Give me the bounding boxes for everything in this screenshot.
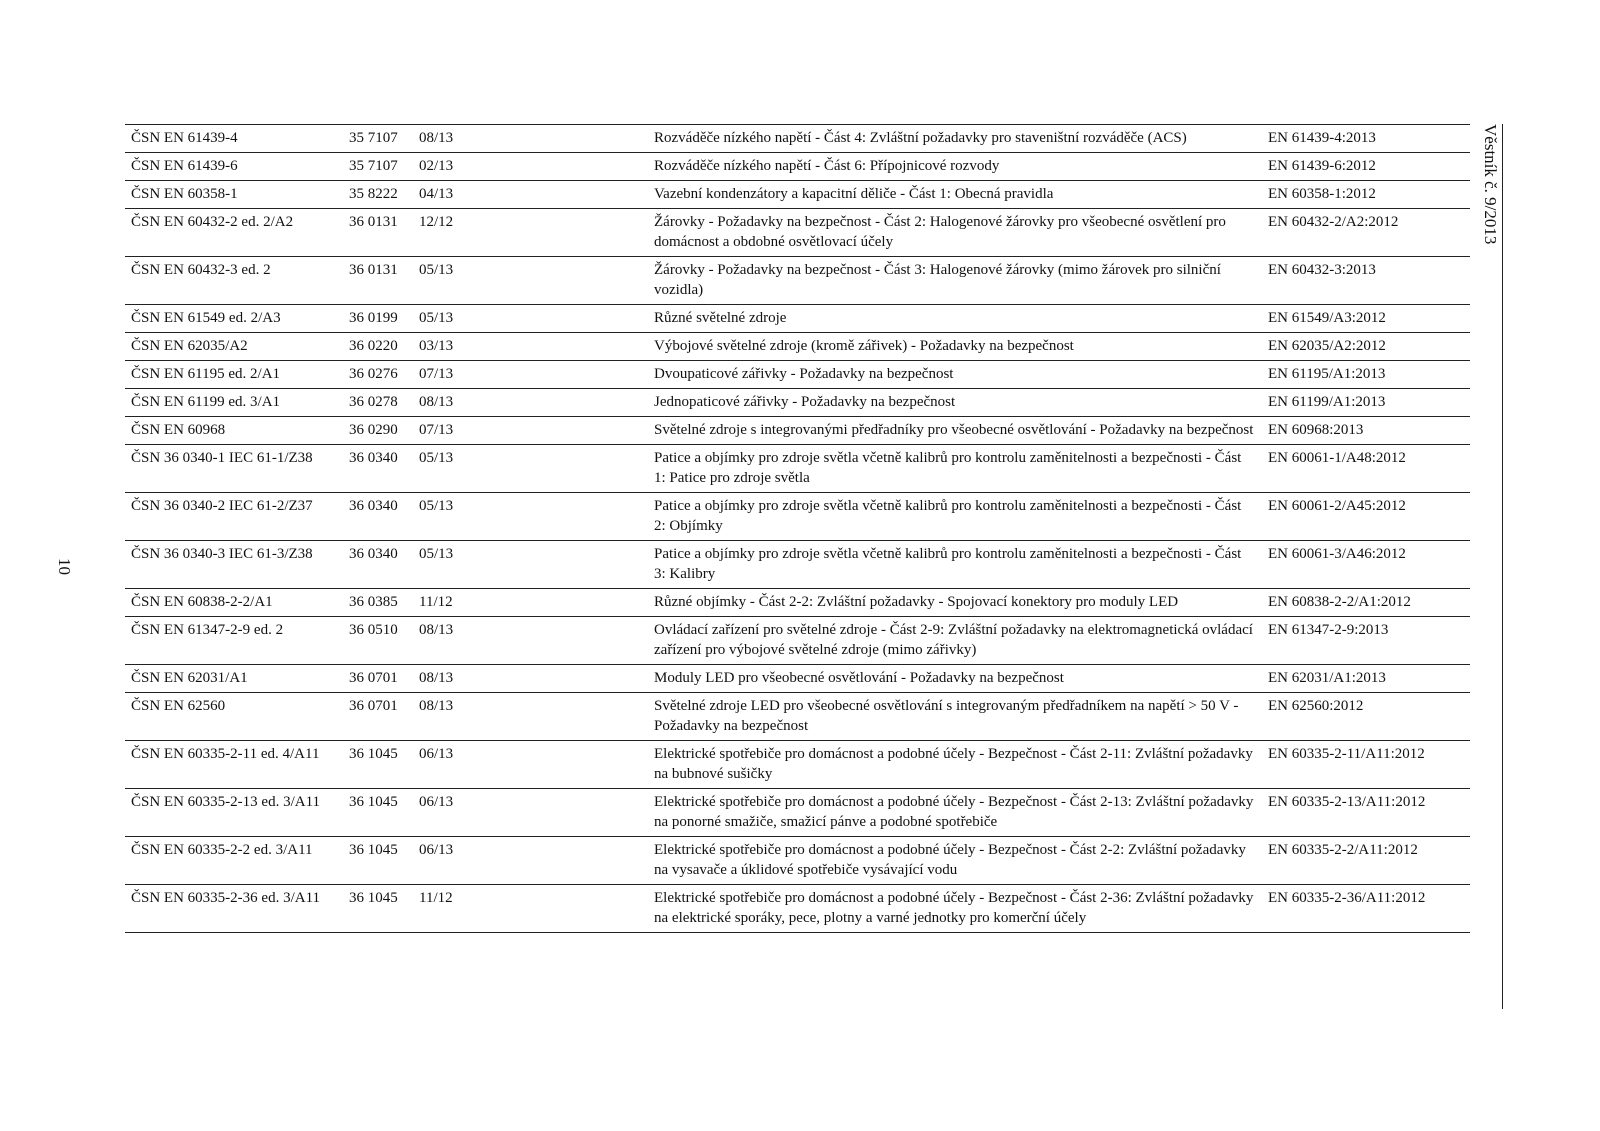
classification-code: 36 1045 xyxy=(343,837,413,885)
en-equivalent: EN 60061-1/A48:2012 xyxy=(1262,445,1470,493)
issue-date: 05/13 xyxy=(413,493,648,541)
classification-code: 36 0131 xyxy=(343,257,413,305)
en-equivalent: EN 60432-2/A2:2012 xyxy=(1262,209,1470,257)
table-row xyxy=(125,589,1470,617)
table-row xyxy=(125,305,1470,333)
csn-number: ČSN EN 60335-2-13 ed. 3/A11 xyxy=(125,789,343,837)
standard-title: Jednopaticové zářivky - Požadavky na bezpečnost xyxy=(648,389,1262,417)
en-equivalent: EN 60968:2013 xyxy=(1262,417,1470,445)
issue-date: 06/13 xyxy=(413,789,648,837)
issue-date: 08/13 xyxy=(413,693,648,741)
standard-title: Elektrické spotřebiče pro domácnost a podobné účely - Bezpečnost - Část 2-11: Zvláštní požadavky na bubnové sušičky xyxy=(648,741,1262,789)
standard-title: Rozváděče nízkého napětí - Část 6: Přípojnicové rozvody xyxy=(648,153,1262,181)
table-row xyxy=(125,209,1470,257)
standard-title: Patice a objímky pro zdroje světla včetně kalibrů pro kontrolu zaměnitelnosti a bezpečnosti - Část 1: Patice pro zdroje světla xyxy=(648,445,1262,493)
en-equivalent: EN 60335-2-2/A11:2012 xyxy=(1262,837,1470,885)
classification-code: 36 1045 xyxy=(343,885,413,933)
issue-date: 06/13 xyxy=(413,837,648,885)
bulletin-header: Věstník č. 9/2013 xyxy=(1481,124,1500,245)
csn-number: ČSN EN 61195 ed. 2/A1 xyxy=(125,361,343,389)
issue-date: 07/13 xyxy=(413,417,648,445)
classification-code: 36 0131 xyxy=(343,209,413,257)
classification-code: 36 0340 xyxy=(343,541,413,589)
table-row xyxy=(125,493,1470,541)
issue-date: 08/13 xyxy=(413,665,648,693)
table-row xyxy=(125,153,1470,181)
standard-title: Elektrické spotřebiče pro domácnost a podobné účely - Bezpečnost - Část 2-13: Zvláštní požadavky na ponorné smažiče, smažicí pánve a podobné spotřebiče xyxy=(648,789,1262,837)
csn-number: ČSN EN 60335-2-36 ed. 3/A11 xyxy=(125,885,343,933)
en-equivalent: EN 60335-2-13/A11:2012 xyxy=(1262,789,1470,837)
en-equivalent: EN 61549/A3:2012 xyxy=(1262,305,1470,333)
csn-number: ČSN 36 0340-3 IEC 61-3/Z38 xyxy=(125,541,343,589)
table-row xyxy=(125,445,1470,493)
issue-date: 11/12 xyxy=(413,589,648,617)
table-row xyxy=(125,885,1470,933)
csn-number: ČSN EN 61439-4 xyxy=(125,125,343,153)
issue-date: 05/13 xyxy=(413,541,648,589)
classification-code: 36 0340 xyxy=(343,445,413,493)
page-number: 10 xyxy=(55,558,74,575)
standard-title: Různé světelné zdroje xyxy=(648,305,1262,333)
table-row xyxy=(125,125,1470,153)
classification-code: 35 7107 xyxy=(343,153,413,181)
classification-code: 36 0701 xyxy=(343,693,413,741)
csn-number: ČSN EN 60335-2-2 ed. 3/A11 xyxy=(125,837,343,885)
table-row xyxy=(125,333,1470,361)
standard-title: Žárovky - Požadavky na bezpečnost - Část 3: Halogenové žárovky (mimo žárovek pro silniční vozidla) xyxy=(648,257,1262,305)
classification-code: 36 0220 xyxy=(343,333,413,361)
table-row xyxy=(125,257,1470,305)
en-equivalent: EN 60838-2-2/A1:2012 xyxy=(1262,589,1470,617)
table-row xyxy=(125,693,1470,741)
standard-title: Ovládací zařízení pro světelné zdroje - Část 2-9: Zvláštní požadavky na elektromagnetická ovládací zařízení pro výbojové světelné zdroje (mimo zářivky) xyxy=(648,617,1262,665)
csn-number: ČSN EN 61199 ed. 3/A1 xyxy=(125,389,343,417)
en-equivalent: EN 61195/A1:2013 xyxy=(1262,361,1470,389)
classification-code: 36 0340 xyxy=(343,493,413,541)
issue-date: 04/13 xyxy=(413,181,648,209)
csn-number: ČSN EN 60838-2-2/A1 xyxy=(125,589,343,617)
classification-code: 36 0199 xyxy=(343,305,413,333)
table-row xyxy=(125,389,1470,417)
csn-number: ČSN EN 60968 xyxy=(125,417,343,445)
issue-date: 02/13 xyxy=(413,153,648,181)
issue-date: 07/13 xyxy=(413,361,648,389)
table-row xyxy=(125,789,1470,837)
en-equivalent: EN 62035/A2:2012 xyxy=(1262,333,1470,361)
table-row xyxy=(125,181,1470,209)
standard-title: Dvoupaticové zářivky - Požadavky na bezpečnost xyxy=(648,361,1262,389)
csn-number: ČSN EN 60358-1 xyxy=(125,181,343,209)
en-equivalent: EN 60335-2-36/A11:2012 xyxy=(1262,885,1470,933)
standards-table-body xyxy=(125,125,1470,933)
standard-title: Moduly LED pro všeobecné osvětlování - Požadavky na bezpečnost xyxy=(648,665,1262,693)
classification-code: 36 0290 xyxy=(343,417,413,445)
classification-code: 35 7107 xyxy=(343,125,413,153)
csn-number: ČSN EN 61439-6 xyxy=(125,153,343,181)
csn-number: ČSN 36 0340-2 IEC 61-2/Z37 xyxy=(125,493,343,541)
table-row xyxy=(125,837,1470,885)
classification-code: 36 0510 xyxy=(343,617,413,665)
standard-title: Různé objímky - Část 2-2: Zvláštní požadavky - Spojovací konektory pro moduly LED xyxy=(648,589,1262,617)
classification-code: 36 1045 xyxy=(343,741,413,789)
csn-number: ČSN EN 62031/A1 xyxy=(125,665,343,693)
csn-number: ČSN EN 60335-2-11 ed. 4/A11 xyxy=(125,741,343,789)
classification-code: 36 0276 xyxy=(343,361,413,389)
en-equivalent: EN 60335-2-11/A11:2012 xyxy=(1262,741,1470,789)
issue-date: 08/13 xyxy=(413,125,648,153)
standard-title: Rozváděče nízkého napětí - Část 4: Zvláštní požadavky pro staveništní rozváděče (ACS) xyxy=(648,125,1262,153)
csn-number: ČSN 36 0340-1 IEC 61-1/Z38 xyxy=(125,445,343,493)
en-equivalent: EN 61347-2-9:2013 xyxy=(1262,617,1470,665)
table-row xyxy=(125,541,1470,589)
en-equivalent: EN 61439-6:2012 xyxy=(1262,153,1470,181)
issue-date: 06/13 xyxy=(413,741,648,789)
standard-title: Patice a objímky pro zdroje světla včetně kalibrů pro kontrolu zaměnitelnosti a bezpečnosti - Část 2: Objímky xyxy=(648,493,1262,541)
csn-number: ČSN EN 62560 xyxy=(125,693,343,741)
en-equivalent: EN 61439-4:2013 xyxy=(1262,125,1470,153)
en-equivalent: EN 60432-3:2013 xyxy=(1262,257,1470,305)
classification-code: 36 0701 xyxy=(343,665,413,693)
standard-title: Patice a objímky pro zdroje světla včetně kalibrů pro kontrolu zaměnitelnosti a bezpečnosti - Část 3: Kalibry xyxy=(648,541,1262,589)
csn-number: ČSN EN 62035/A2 xyxy=(125,333,343,361)
issue-date: 05/13 xyxy=(413,445,648,493)
en-equivalent: EN 60358-1:2012 xyxy=(1262,181,1470,209)
table-row xyxy=(125,741,1470,789)
issue-date: 05/13 xyxy=(413,257,648,305)
csn-number: ČSN EN 60432-3 ed. 2 xyxy=(125,257,343,305)
en-equivalent: EN 62560:2012 xyxy=(1262,693,1470,741)
issue-date: 08/13 xyxy=(413,389,648,417)
standard-title: Elektrické spotřebiče pro domácnost a podobné účely - Bezpečnost - Část 2-36: Zvláštní požadavky na elektrické sporáky, pece, plotny a varné jednotky pro komerční účely xyxy=(648,885,1262,933)
en-equivalent: EN 60061-3/A46:2012 xyxy=(1262,541,1470,589)
vertical-divider xyxy=(1502,124,1503,1009)
en-equivalent: EN 62031/A1:2013 xyxy=(1262,665,1470,693)
standard-title: Elektrické spotřebiče pro domácnost a podobné účely - Bezpečnost - Část 2-2: Zvláštní požadavky na vysavače a úklidové spotřebiče vysávající vodu xyxy=(648,837,1262,885)
issue-date: 05/13 xyxy=(413,305,648,333)
csn-number: ČSN EN 61549 ed. 2/A3 xyxy=(125,305,343,333)
classification-code: 35 8222 xyxy=(343,181,413,209)
table-row xyxy=(125,417,1470,445)
issue-date: 08/13 xyxy=(413,617,648,665)
standard-title: Žárovky - Požadavky na bezpečnost - Část 2: Halogenové žárovky pro všeobecné osvětlení pro domácnost a obdobné osvětlovací účely xyxy=(648,209,1262,257)
classification-code: 36 1045 xyxy=(343,789,413,837)
en-equivalent: EN 60061-2/A45:2012 xyxy=(1262,493,1470,541)
csn-number: ČSN EN 61347-2-9 ed. 2 xyxy=(125,617,343,665)
en-equivalent: EN 61199/A1:2013 xyxy=(1262,389,1470,417)
issue-date: 12/12 xyxy=(413,209,648,257)
table-row xyxy=(125,665,1470,693)
standard-title: Výbojové světelné zdroje (kromě zářivek) - Požadavky na bezpečnost xyxy=(648,333,1262,361)
standards-table xyxy=(125,124,1470,933)
standard-title: Vazební kondenzátory a kapacitní děliče - Část 1: Obecná pravidla xyxy=(648,181,1262,209)
table-row xyxy=(125,617,1470,665)
issue-date: 11/12 xyxy=(413,885,648,933)
standard-title: Světelné zdroje s integrovanými předřadníky pro všeobecné osvětlování - Požadavky na bezpečnost xyxy=(648,417,1262,445)
csn-number: ČSN EN 60432-2 ed. 2/A2 xyxy=(125,209,343,257)
standard-title: Světelné zdroje LED pro všeobecné osvětlování s integrovaným předřadníkem na napětí > 50 V - Požadavky na bezpečnost xyxy=(648,693,1262,741)
classification-code: 36 0278 xyxy=(343,389,413,417)
issue-date: 03/13 xyxy=(413,333,648,361)
classification-code: 36 0385 xyxy=(343,589,413,617)
table-row xyxy=(125,361,1470,389)
